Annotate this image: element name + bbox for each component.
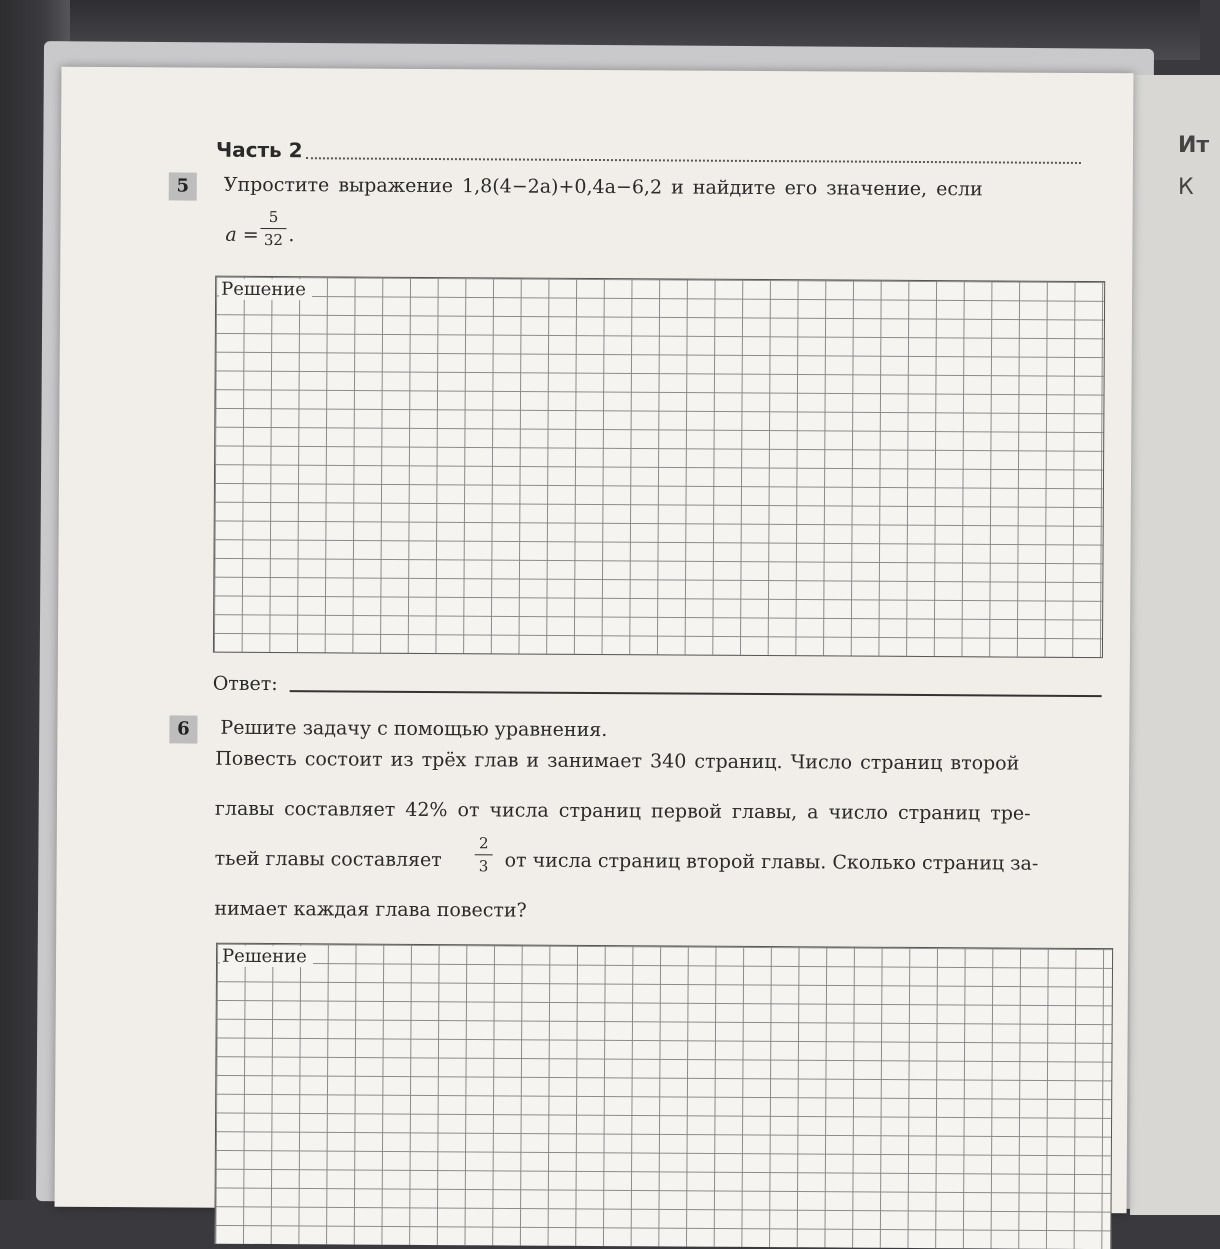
- dotted-rule: [306, 155, 1081, 164]
- fraction-bar: [261, 228, 287, 229]
- next-page-text: К: [1178, 175, 1194, 200]
- fraction-denominator: 3: [478, 857, 489, 876]
- task5-fraction: [260, 208, 286, 249]
- solution-label: Решение: [220, 946, 313, 968]
- task6-line-3b: от числа страниц второй главы. Сколько страниц за-: [504, 849, 1039, 875]
- next-page: [1130, 75, 1220, 1215]
- fraction-denominator: 32: [263, 230, 284, 250]
- workbook-page: [55, 67, 1134, 1214]
- solution-grid[interactable]: [214, 943, 1113, 1249]
- task-number-badge: 6: [169, 715, 197, 743]
- task-number-badge: 5: [169, 172, 197, 200]
- fraction-bar: [475, 854, 493, 855]
- solution-label: Решение: [219, 279, 312, 301]
- task6-title: Решите задачу с помощью уравнения.: [220, 716, 608, 742]
- task6-line-2: главы составляет 42% от числа страниц первой главы, а число страниц тре-: [214, 797, 1031, 825]
- fraction-numerator: 2: [478, 834, 489, 853]
- task5-variable: a =: [225, 223, 259, 246]
- next-page-heading: Ит: [1178, 133, 1210, 158]
- task6-fraction: [475, 834, 493, 875]
- task5-period: .: [288, 224, 295, 247]
- answer-label: Ответ:: [212, 672, 278, 696]
- fraction-numerator: 5: [268, 208, 279, 227]
- task6-line-1: Повесть состоит из трёх глав и занимает 340 страниц. Число страниц второй: [215, 747, 1020, 775]
- task5-statement: Упростите выражение 1,8(4−2a)+0,4a−6,2 и найдите его значение, если: [223, 173, 983, 201]
- solution-grid[interactable]: [213, 276, 1105, 658]
- task6-line-3a: тьей главы составляет: [214, 847, 442, 872]
- task6-line-4: нимает каждая глава повести?: [214, 897, 527, 922]
- answer-field[interactable]: [290, 688, 1102, 697]
- part-title: Часть 2: [215, 137, 303, 163]
